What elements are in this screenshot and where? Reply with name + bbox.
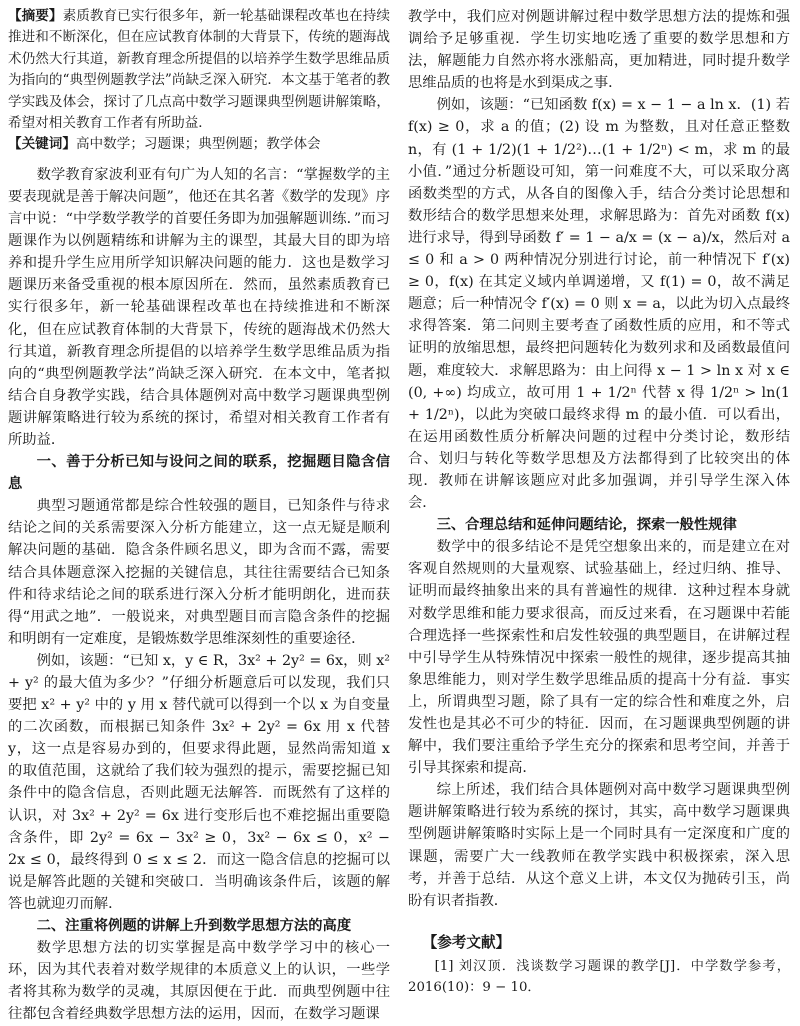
section1-paragraph-1: 典型习题通常都是综合性较强的题目，已知条件与待求结论之间的关系需要深入分析方能建立，这一点无疑是顺利解决问题的基础．隐含条件顾名思义，即为含而不露，需要结合具体题意深入挖掘的关键信息，其往往需要结合已知条件和待求结论之间的联系进行深入分析才能明朗化，进而获得“用武之地”．一般说来，对典型题目而言隐含条件的挖掘和明朗有一定难度，是锻炼数学思维深刻性的重要途径． — [8, 498, 390, 647]
conclusion-paragraph: 综上所述，我们结合具体题例对高中数学习题课典型例题讲解策略进行较为系统的探讨，其实，高中数学习题课典型例题讲解策略时实际上是一个同时具有一定深度和广度的课题，需要广大一线教师在教学实践中积极探索，深入思考，并善于总结．从这个意义上讲，本文仅为抛砖引玉，尚盼有识者指教． — [408, 782, 790, 909]
left-column — [8, 6, 390, 1026]
abstract-text: 素质教育已实行很多年，新一轮基础课程改革也在持续推进和不断深化，但在应试教育体制的大背景下，传统的题海战术仍然大行其道，新教育理念所提倡的以培养学生数学思维品质为指向的“典型例题教学法”尚缺乏深入研究．本文基于笔者的教学实践及体会，探讨了几点高中数学习题课典型例题讲解策略，希望对相关教育工作者有所助益． — [8, 8, 391, 132]
section2-example: 例如，该题：“已知函数 f(x) = x − 1 − a ln x．(1) 若 f(x) ≥ 0，求 a 的值；(2) 设 m 为整数，且对任意正整数 n，有 (1 + 1/2)(1 + 1/2²)…(1 + 1/2ⁿ) < m，求 m 的最小值．”通过分析题设可知，第一问难度不大，可以采取分离函数类型的方式，从各自的图像入手，结合分类讨论思想和数形结合的数学思想来处理，求解思路为：首先对函数 f(x) 进行求导，得到导函数 f′ = 1 − a/x = (x − a)/x，然后对 a ≤ 0 和 a > 0 两种情况分别进行讨论，前一种情况下 f′(x) ≥ 0，f(x) 在其定义域内单调递增，又 f(1) = 0，故不满足题意；后一种情况令 f′(x) = 0 则 x = a，以此为切入点最终求得答案．第二问则主要考查了函数性质的应用，和不等式证明的放缩思想，最终把问题转化为数列求和及函数最值问题，难度较大．求解思路为：由上问得 x − 1 > ln x 对 x ∈ (0, +∞) 均成立，故可用 1 + 1/2ⁿ 代替 x 得 1/2ⁿ > ln(1 + 1/2ⁿ)，以此为突破口最终求得 m 的最小值．可以看出，在运用函数性质分析解决问题的过程中分类讨论，数形结合、划归与转化等数学思想及方法都得到了比较突出的体现．教师在讲解该题应对此多加强调，并引导学生深入体会． — [408, 97, 790, 512]
abstract — [8, 6, 390, 134]
keywords — [8, 134, 390, 155]
references-title: 【参考文献】 — [422, 933, 511, 951]
abstract-label: 【摘要】 — [8, 8, 63, 24]
keywords-text: 高中数学；习题课；典型例题；教学体会 — [75, 136, 321, 153]
section3-paragraph-1: 数学中的很多结论不是凭空想象出来的，而是建立在对客观自然规则的大量观察、试验基础上，经过归纳、推导、证明而最终抽象出来的具有普遍性的规律．这种过程本身就对数学思维和能力要求很高，而反过来看，在习题课中若能合理选择一些探索性和启发性较强的典型题目，在讲解过程中引导学生从特殊情况中探索一般性的规律，逐步提高其抽象思维能力，则对学生数学思维品质的提高十分有益．事实上，所谓典型习题，除了具有一定的综合性和难度之外，启发性也是其必不可少的特征．因而，在习题课典型例题的讲解中，我们要注重给予学生充分的探索和思考空间，并善于引导其探索和提高． — [408, 539, 790, 777]
section-heading-3: 三、合理总结和延伸问题结论，探索一般性规律 — [436, 517, 737, 534]
right-column — [408, 6, 790, 998]
section2-paragraph-1: 数学思想方法的切实掌握是高中数学学习中的核心一环，因为其代表着对数学规律的本质意义上的认识，一些学者将其称为数学的灵魂，其原因便在于此．而典型例题中往往都包含着经典数学思想方法的运用，因而，在数学习题课 — [8, 940, 390, 1023]
reference-item: [1] 刘汉顶．浅谈数学习题课的教学[J]．中学数学参考，2016(10)：9 − 10． — [408, 958, 790, 995]
keywords-label: 【关键词】 — [8, 136, 76, 153]
section1-example: 例如，该题：“已知 x，y ∈ R，3x² + 2y² = 6x，则 x² + y² 的最大值为多少？”仔细分析题意后可以发现，我们只要把 x² + y² 中的 y 用 x 替代就可以得到一个以 x 为自变量的二次函数，而根据已知条件 3x² + 2y² = 6x 用 x 代替 y，这一点是容易办到的，但要求得此题，显然尚需知道 x 的取值范围，这就给了我们较为强烈的提示，需要挖掘已知条件中的隐含信息，否则此题无法解答．而既然有了这样的认识，对 3x² + 2y² = 6x 进行变形后也不难挖掘出重要隐含条件，即 2y² = 6x − 3x² ≥ 0，3x² − 6x ≤ 0，x² − 2x ≤ 0，最终得到 0 ≤ x ≤ 2．而这一隐含信息的挖掘可以说是解答此题的关键和突破口．当明确该条件后，该题的解答也就迎刃而解． — [8, 652, 391, 912]
section2-continuation: 教学中，我们应对例题讲解过程中数学思想方法的提炼和强调给予足够重视．学生切实地吃透了重要的数学思想和方法，解题能力自然亦将水涨船高，更加精进，同时提升数学思维品质的也将是水到渠成之事． — [408, 9, 790, 92]
intro-paragraph: 数学教育家波利亚有句广为人知的名言：“掌握数学的主要表现就是善于解决问题”，他还在其名著《数学的发现》序言中说：“中学数学教学的首要任务即为加强解题训练．”而习题课作为以例题精练和讲解为主的课型，其最大目的即为培养和提升学生应用所学知识解决问题的能力．这也是数学习题课历来备受重视的根本原因所在．然而，虽然素质教育已实行很多年，新一轮基础课程改革也在持续推进和不断深化，但在应试教育体制的大背景下，传统的题海战术仍然大行其道，新教育理念所提倡的以培养学生数学思维品质为指向的“典型例题教学法”尚缺乏深入研究．在本文中，笔者拟结合自身教学实践，结合具体题例对高中数学习题课典型例题讲解策略进行较为系统的探讨，希望对相关教育工作者有所助益． — [8, 166, 390, 448]
abstract-block — [8, 6, 390, 156]
section-heading-2: 二、注重将例题的讲解上升到数学思想方法的高度 — [36, 918, 352, 935]
section-heading-1: 一、善于分析已知与设问之间的联系，挖掘题目隐含信息 — [8, 454, 390, 493]
